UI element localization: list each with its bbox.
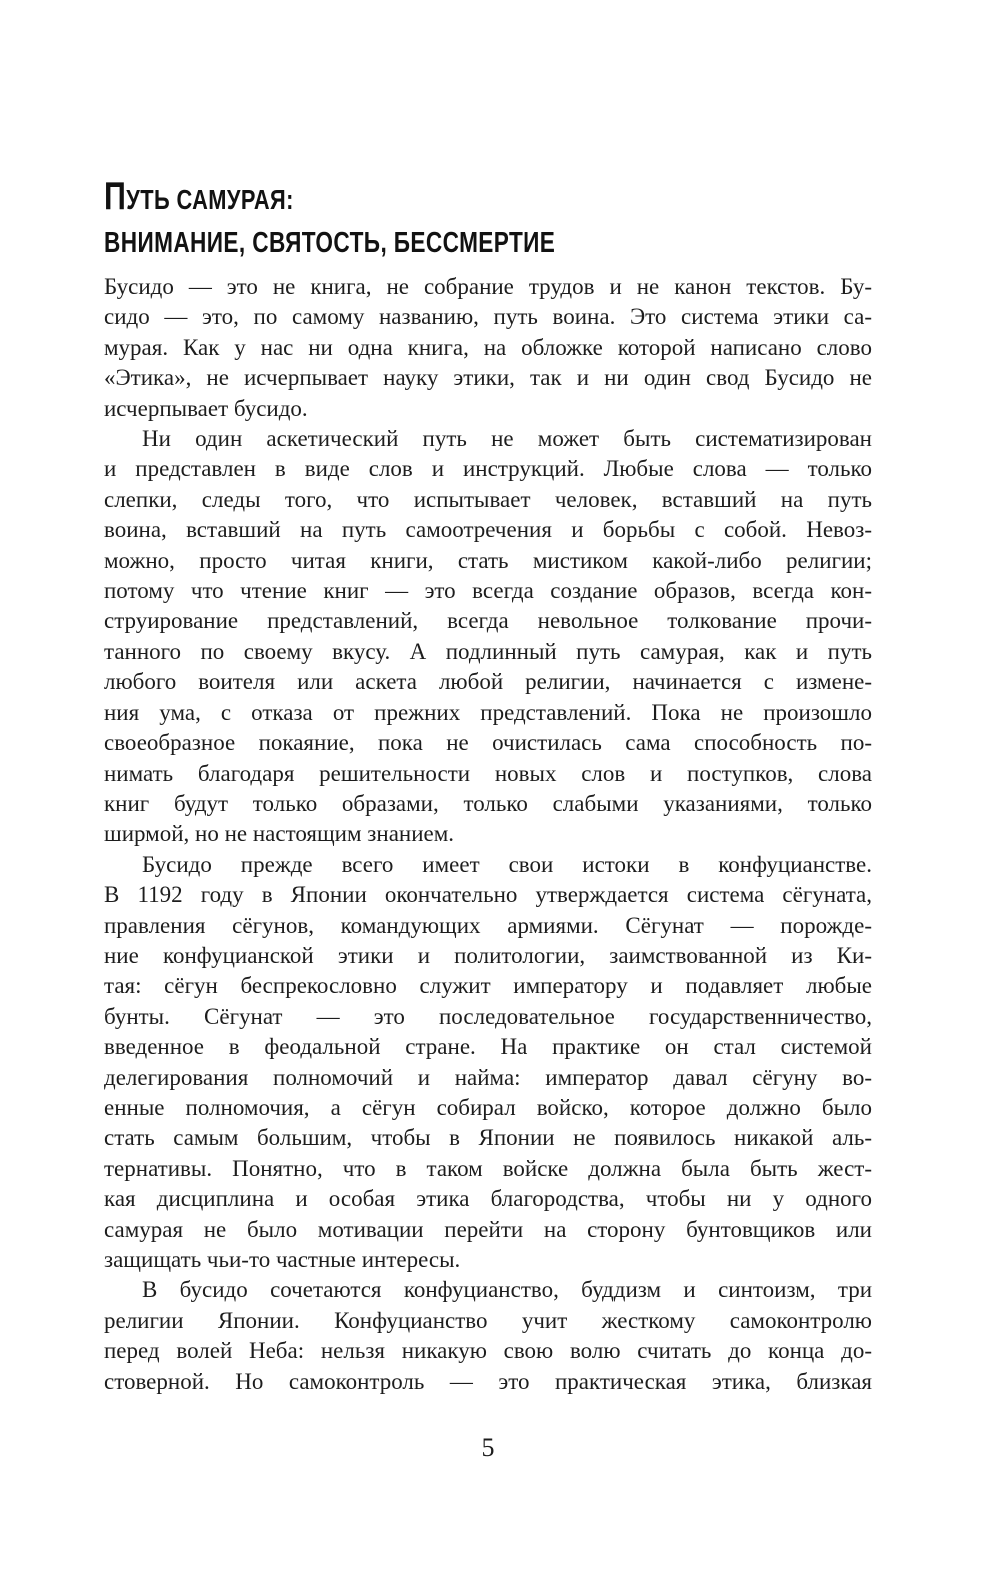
text-line: слепки, следы того, что испытывает человек, вставший на путь bbox=[104, 486, 872, 512]
text-line: «Этика», не исчерпывает науку этики, так и ни один свод Бусидо не bbox=[104, 365, 872, 391]
text-line: делегирования полномочий и найма: император давал сёгуну во- bbox=[104, 1064, 872, 1090]
text-line: кая дисциплина и особая этика благородства, чтобы ни у одного bbox=[104, 1186, 872, 1212]
body-text bbox=[104, 272, 872, 1397]
text-line: исчерпывает бусидо. bbox=[104, 395, 308, 421]
text-line: потому что чтение книг — это всегда создание образов, всегда кон- bbox=[104, 578, 872, 604]
chapter-title-line1 bbox=[104, 175, 555, 219]
text-line: правления сёгунов, командующих армиями. Сёгунат — порожде- bbox=[104, 912, 872, 938]
text-line: ния ума, с отказа от прежних представлений. Пока не произошло bbox=[104, 699, 872, 725]
text-line: своеобразное покаяние, пока не очистилась сама способность по- bbox=[104, 730, 872, 756]
text-line: В 1192 году в Японии окончательно утверждается система сёгуната, bbox=[104, 882, 872, 908]
chapter-title-initial-cap: П bbox=[104, 175, 127, 218]
text-line: тая: сёгун беспрекословно служит императору и подавляет любые bbox=[104, 973, 872, 999]
text-line: религии Японии. Конфуцианство учит жесткому самоконтролю bbox=[104, 1307, 872, 1333]
text-line: Бусидо прежде всего имеет свои истоки в конфуцианстве. bbox=[142, 851, 872, 877]
chapter-subtitle: ВНИМАНИЕ, СВЯТОСТЬ, БЕССМЕРТИЕ bbox=[104, 227, 556, 259]
text-line: любого воителя или аскета любой религии, начинается с измене- bbox=[104, 669, 872, 695]
page-number: 5 bbox=[481, 1433, 495, 1462]
text-line: введенное в феодальной стране. На практике он стал системой bbox=[104, 1034, 872, 1060]
text-line: самурая не было мотивации перейти на сторону бунтовщиков или bbox=[104, 1216, 872, 1242]
text-line: перед волей Неба: нельзя никакую свою волю считать до конца до- bbox=[104, 1338, 872, 1364]
text-line: танного по своему вкусу. А подлинный путь самурая, как и путь bbox=[104, 638, 872, 664]
text-line: мурая. Как у нас ни одна книга, на обложке которой написано слово bbox=[104, 334, 872, 360]
text-line: струирование представлений, всегда невольное толкование прочи- bbox=[104, 608, 872, 634]
text-line: В бусидо сочетаются конфуцианство, буддизм и синтоизм, три bbox=[142, 1277, 872, 1303]
text-line: нимать благодаря решительности новых слов и поступков, слова bbox=[104, 760, 872, 786]
text-line: ние конфуцианской этики и политологии, заимствованной из Ки- bbox=[104, 942, 872, 968]
text-line: Бусидо — это не книга, не собрание трудов и не канон текстов. Бу- bbox=[104, 274, 872, 299]
chapter-title-line1-rest: УТЬ САМУРАЯ: bbox=[126, 184, 294, 215]
text-line: воина, вставший на путь самоотречения и борьбы с собой. Невоз- bbox=[104, 517, 872, 543]
text-line: стоверной. Но самоконтроль — это практическая этика, близкая bbox=[104, 1368, 872, 1394]
text-line: енные полномочия, а сёгун собирал войско, которое должно было bbox=[104, 1094, 872, 1120]
text-line: можно, просто читая книги, стать мистиком какой-либо религии; bbox=[104, 547, 872, 573]
text-line: ширмой, но не настоящим знанием. bbox=[104, 821, 455, 847]
text-line: и представлен в виде слов и инструкций. Любые слова — только bbox=[104, 456, 872, 482]
text-line: книг будут только образами, только слабыми указаниями, только bbox=[104, 790, 872, 816]
text-line: тернативы. Понятно, что в таком войске должна была быть жест- bbox=[104, 1155, 872, 1181]
text-line: Ни один аскетический путь не может быть систематизирован bbox=[142, 426, 872, 452]
text-line: стать самым большим, чтобы в Японии не появилось никакой аль- bbox=[104, 1125, 872, 1151]
chapter-title bbox=[104, 175, 556, 259]
text-line: сидо — это, по самому названию, путь воина. Это система этики са- bbox=[104, 304, 872, 330]
text-line: бунты. Сёгунат — это последовательное государственничество, bbox=[104, 1003, 872, 1029]
text-line: защищать чьи-то частные интересы. bbox=[104, 1247, 461, 1272]
